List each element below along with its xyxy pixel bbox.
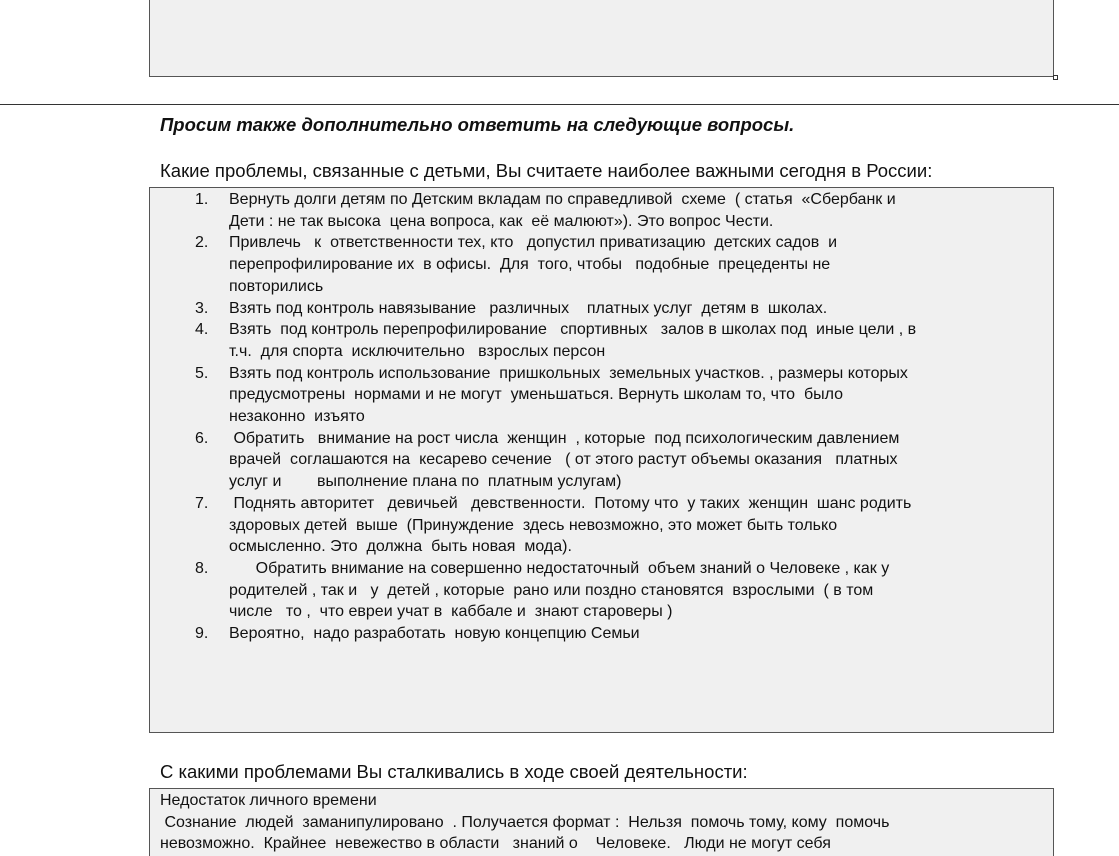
list-item-text-line: Обратить внимание на рост числа женщин , которые под психологическим давлением — [229, 429, 900, 447]
list-item — [150, 428, 1050, 493]
previous-answer-text — [160, 0, 324, 3]
list-item-text-line: родителей , так и у детей , которые рано или поздно становятся взрослыми ( в том — [229, 581, 874, 599]
list-item-number: 1. — [195, 191, 209, 208]
answer-box-problems-encountered[interactable] — [149, 788, 1054, 856]
answer-box-child-problems[interactable] — [149, 187, 1054, 733]
answer-text-line: Недостаток личного времени — [160, 792, 377, 809]
list-item-text-line: Дети : не так высока цена вопроса, как её малюют»). Это вопрос Чести. — [229, 212, 774, 230]
list-item — [150, 189, 1050, 232]
list-item — [150, 558, 1050, 623]
list-item-text-line: Вернуть долги детям по Детским вкладам по справедливой схеме ( статья «Сбербанк и — [229, 191, 896, 208]
list-item-text-line: Взять под контроль навязывание различных платных услуг детям в школах. — [229, 299, 828, 317]
list-item-text-line: т.ч. для спорта исключительно взрослых персон — [229, 342, 606, 360]
question-important-child-problems: Какие проблемы, связанные с детьми, Вы считаете наиболее важными сегодня в России: — [160, 160, 933, 181]
list-item-number: 2. — [195, 234, 209, 252]
list-item — [150, 363, 1050, 428]
list-item-text-line: осмысленно. Это должна быть новая мода). — [229, 538, 572, 556]
answer-text-line: Сознание людей заманипулировано . Получается формат : Нельзя помочь тому, кому помочь — [160, 813, 890, 831]
list-item — [150, 298, 1050, 320]
list-item-number: 9. — [195, 625, 209, 643]
list-item-number: 6. — [195, 429, 209, 447]
list-item-number: 5. — [195, 364, 209, 382]
list-item-text-line: врачей соглашаются на кесарево сечение ( от этого растут объемы оказания платных — [229, 451, 898, 469]
answer-text — [160, 790, 889, 855]
list-item — [150, 623, 1050, 645]
list-item-text-line: незаконно изъято — [229, 408, 365, 426]
list-item-text-line: здоровых детей выше (Принуждение здесь невозможно, это может быть только — [229, 516, 838, 534]
list-item-text-line: перепрофилирование их в офисы. Для того, чтобы подобные прецеденты не — [229, 256, 831, 274]
list-item-text-line: Взять под контроль использование пришкольных земельных участков. , размеры которых — [229, 364, 908, 382]
list-item-text-line: Привлечь к ответственности тех, кто допустил приватизацию детских садов и — [229, 234, 838, 252]
list-item — [150, 493, 1050, 558]
page-break-line — [0, 104, 1119, 105]
previous-answer-box[interactable] — [149, 0, 1054, 77]
list-item-number: 7. — [195, 494, 209, 512]
list-item-text-line: числе то , что евреи учат в каббале и знают староверы ) — [229, 603, 673, 621]
list-item — [150, 319, 1050, 362]
list-item-text-line: Взять под контроль перепрофилирование спортивных залов в школах под иные цели , в — [229, 321, 917, 339]
list-item — [150, 232, 1050, 297]
list-item-text-line: услуг и выполнение плана по платным услугам) — [229, 473, 622, 491]
question-problems-encountered: С какими проблемами Вы сталкивались в ходе своей деятельности: — [160, 761, 748, 782]
section-heading: Просим также дополнительно ответить на следующие вопросы. — [160, 114, 795, 135]
answer-text-line: невозможно. Крайнее невежество в области знаний о Человеке. Люди не могут себя — [160, 835, 831, 853]
list-item-number: 4. — [195, 321, 209, 339]
list-item-number: 8. — [195, 559, 209, 577]
list-item-text-line: повторились — [229, 277, 324, 295]
list-item-text-line: Обратить внимание на совершенно недостаточный объем знаний о Человеке , как у — [229, 559, 890, 577]
list-item-number: 3. — [195, 299, 209, 317]
list-item-text-line: Вероятно, надо разработать новую концепцию Семьи — [229, 625, 640, 643]
list-item-text-line: Поднять авторитет девичьей девственности. Потому что у таких женщин шанс родить — [229, 494, 912, 512]
list-item-text-line: предусмотрены нормами и не могут уменьшаться. Вернуть школам то, что было — [229, 386, 844, 404]
numbered-answer-list — [150, 189, 1050, 645]
resize-handle[interactable] — [1053, 75, 1058, 80]
